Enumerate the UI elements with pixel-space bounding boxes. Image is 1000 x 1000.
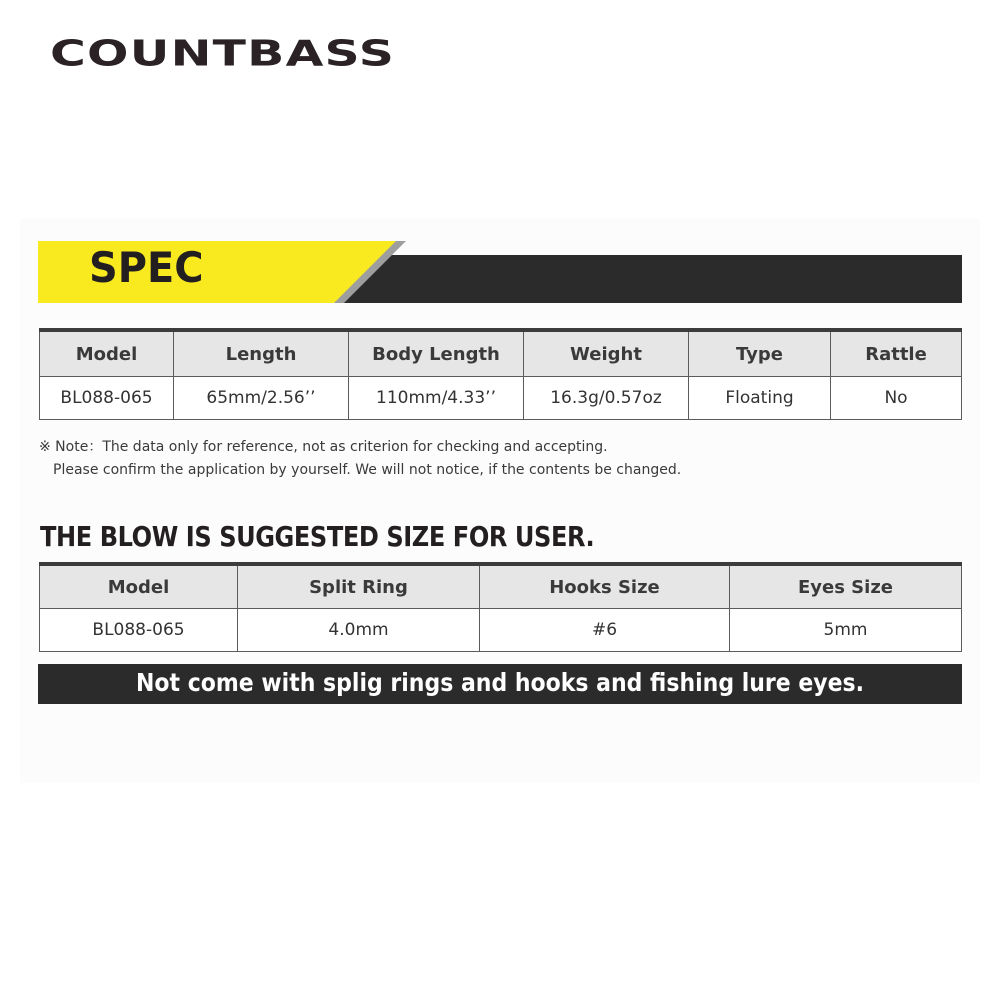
spec-table-header-row [40, 330, 962, 377]
spec-header-type: Type [689, 330, 831, 377]
suggested-cell-split-ring: 4.0mm [238, 609, 480, 652]
note-line-1: ※ Note：The data only for reference, not as criterion for checking and accepting. [39, 439, 608, 455]
spec-header-weight: Weight [524, 330, 689, 377]
suggested-size-table [39, 562, 962, 652]
spec-cell-weight: 16.3g/0.57oz [524, 377, 689, 420]
table-row [40, 377, 962, 420]
suggested-header-hooks-size: Hooks Size [480, 564, 730, 609]
brand-logo: COUNTBASS [50, 33, 396, 75]
spec-cell-body-length: 110mm/4.33’’ [349, 377, 524, 420]
footer-notice-text: Not come with splig rings and hooks and fishing lure eyes. [135, 668, 865, 697]
suggested-cell-model: BL088-065 [40, 609, 238, 652]
spec-title: SPEC [89, 243, 204, 292]
suggested-header-model: Model [40, 564, 238, 609]
spec-table [39, 328, 962, 420]
note-line-2: Please confirm the application by yourself. We will not notice, if the contents be changed. [53, 462, 682, 478]
suggested-table-header-row [40, 564, 962, 609]
spec-header-rattle: Rattle [831, 330, 962, 377]
suggested-header-eyes-size: Eyes Size [730, 564, 962, 609]
suggested-cell-hooks-size: #6 [480, 609, 730, 652]
spec-cell-type: Floating [689, 377, 831, 420]
spec-cell-length: 65mm/2.56’’ [174, 377, 349, 420]
disclaimer-note [39, 436, 681, 482]
suggested-size-heading: THE BLOW IS SUGGESTED SIZE FOR USER. [40, 520, 595, 553]
suggested-cell-eyes-size: 5mm [730, 609, 962, 652]
spec-cell-rattle: No [831, 377, 962, 420]
spec-cell-model: BL088-065 [40, 377, 174, 420]
footer-banner [38, 664, 962, 704]
table-row [40, 609, 962, 652]
spec-header-body-length: Body Length [349, 330, 524, 377]
spec-header-length: Length [174, 330, 349, 377]
spec-header-model: Model [40, 330, 174, 377]
suggested-header-split-ring: Split Ring [238, 564, 480, 609]
